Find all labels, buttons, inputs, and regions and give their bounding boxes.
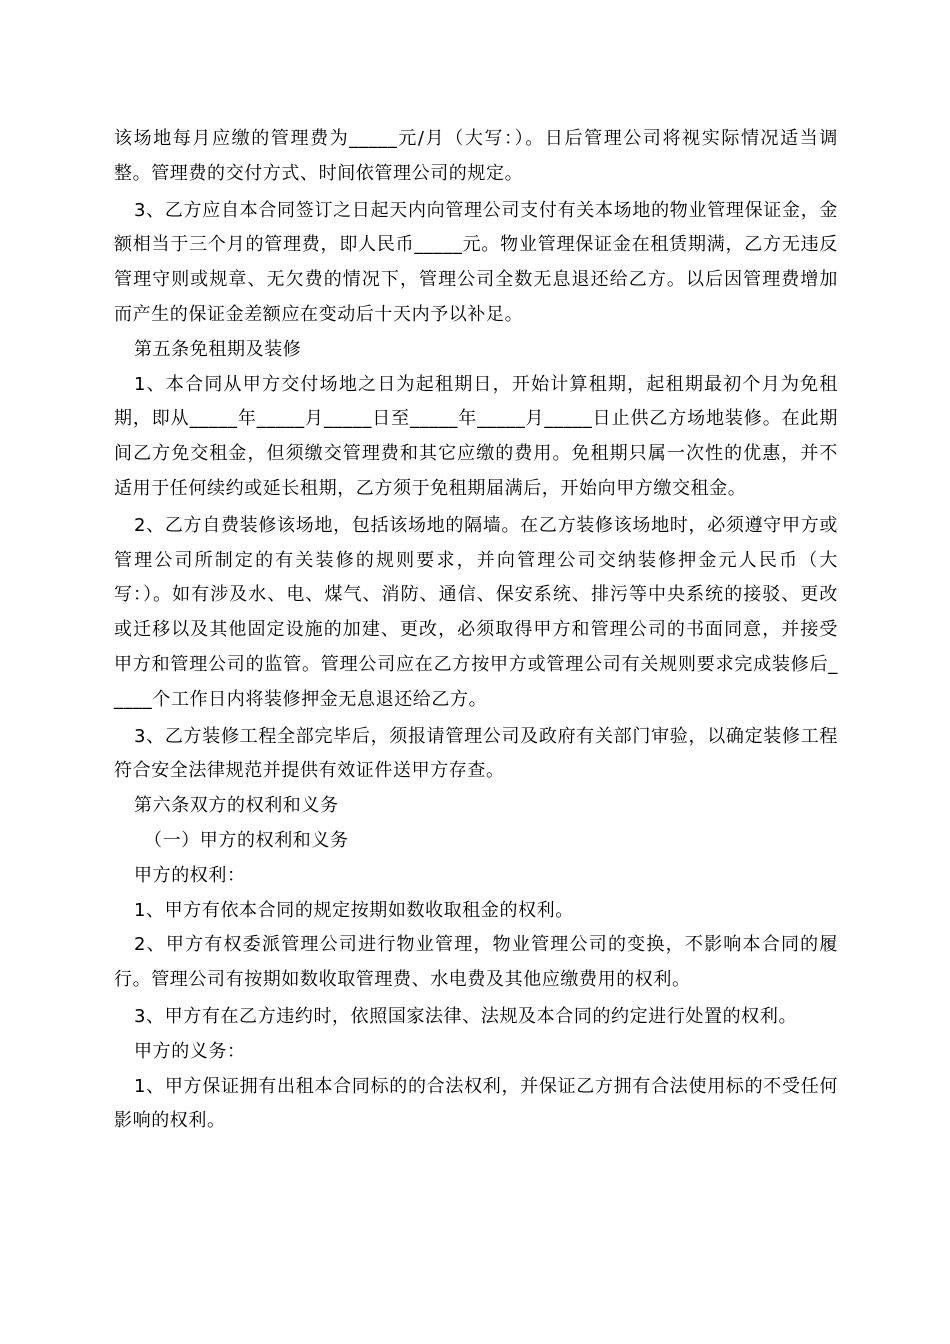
subsection-heading-party-a: （一）甲方的权利和义务 bbox=[144, 829, 349, 851]
section-heading-article-5: 第五条免租期及装修 bbox=[134, 338, 302, 360]
paragraph-right-collect-rent: 1、甲方有依本合同的规定按期如数收取租金的权利。 bbox=[134, 899, 574, 921]
paragraph-deposit: 3、乙方应自本合同签订之日起天内向管理公司支付有关本场地的物业管理保证金，金额相当于三个月的管理费，即人民币_____元。物业管理保证金在租赁期满，乙方无违反管理守则或规章、无欠费的情况下，管理公司全数无息退还给乙方。以后因管理费增加而产生的保证金差额应在变动后十天内予以补足。 bbox=[114, 199, 838, 325]
paragraph-right-appoint-manager: 2、甲方有权委派管理公司进行物业管理，物业管理公司的变换，不影响本合同的履行。管理公司有按期如数收取管理费、水电费及其他应缴费用的权利。 bbox=[114, 934, 838, 991]
paragraph-right-handle-default: 3、甲方有在乙方违约时，依照国家法律、法规及本合同的约定进行处置的权利。 bbox=[134, 1005, 798, 1027]
paragraph-renovation: 2、乙方自费装修该场地，包括该场地的隔墙。在乙方装修该场地时，必须遵守甲方或管理公司所制定的有关装修的规则要求，并向管理公司交纳装修押金元人民币（大写：）。如有涉及水、电、煤气、消防、通信、保安系统、排污等中央系统的接驳、更改或迁移以及其他固定设施的加建、更改，必须取得甲方和管理公司的书面同意，并接受甲方和管理公司的监管。管理公司应在乙方按甲方或管理公司有关规则要求完成装修后_____个工作日内将装修押金无息退还给乙方。 bbox=[114, 514, 838, 710]
paragraph-rent-free-period: 1、本合同从甲方交付场地之日为起租期日，开始计算租期，起租期最初个月为免租期，即从_____年_____月_____日至_____年_____月_____日止供乙方场地装修。在此期间乙方免交租金，但须缴交管理费和其它应缴的费用。免租期只属一次性的优惠，并不适用于任何续约或延长租期，乙方须于免租期届满后，开始向甲方缴交租金。 bbox=[114, 373, 838, 499]
paragraph-obligation-legal-title: 1、甲方保证拥有出租本合同标的的合法权利，并保证乙方拥有合法使用标的不受任何影响的权利。 bbox=[114, 1075, 838, 1132]
document-page bbox=[114, 122, 838, 1139]
paragraph-management-fee: 该场地每月应缴的管理费为_____元/月（大写：）。日后管理公司将视实际情况适当调整。管理费的交付方式、时间依管理公司的规定。 bbox=[114, 128, 838, 184]
heading-party-a-rights: 甲方的权利： bbox=[134, 864, 246, 886]
section-heading-article-6: 第六条双方的权利和义务 bbox=[134, 795, 339, 817]
paragraph-renovation-inspection: 3、乙方装修工程全部完毕后，须报请管理公司及政府有关部门审验，以确定装修工程符合安全法律规范并提供有效证件送甲方存查。 bbox=[114, 725, 838, 782]
heading-party-a-obligations: 甲方的义务： bbox=[134, 1040, 246, 1062]
